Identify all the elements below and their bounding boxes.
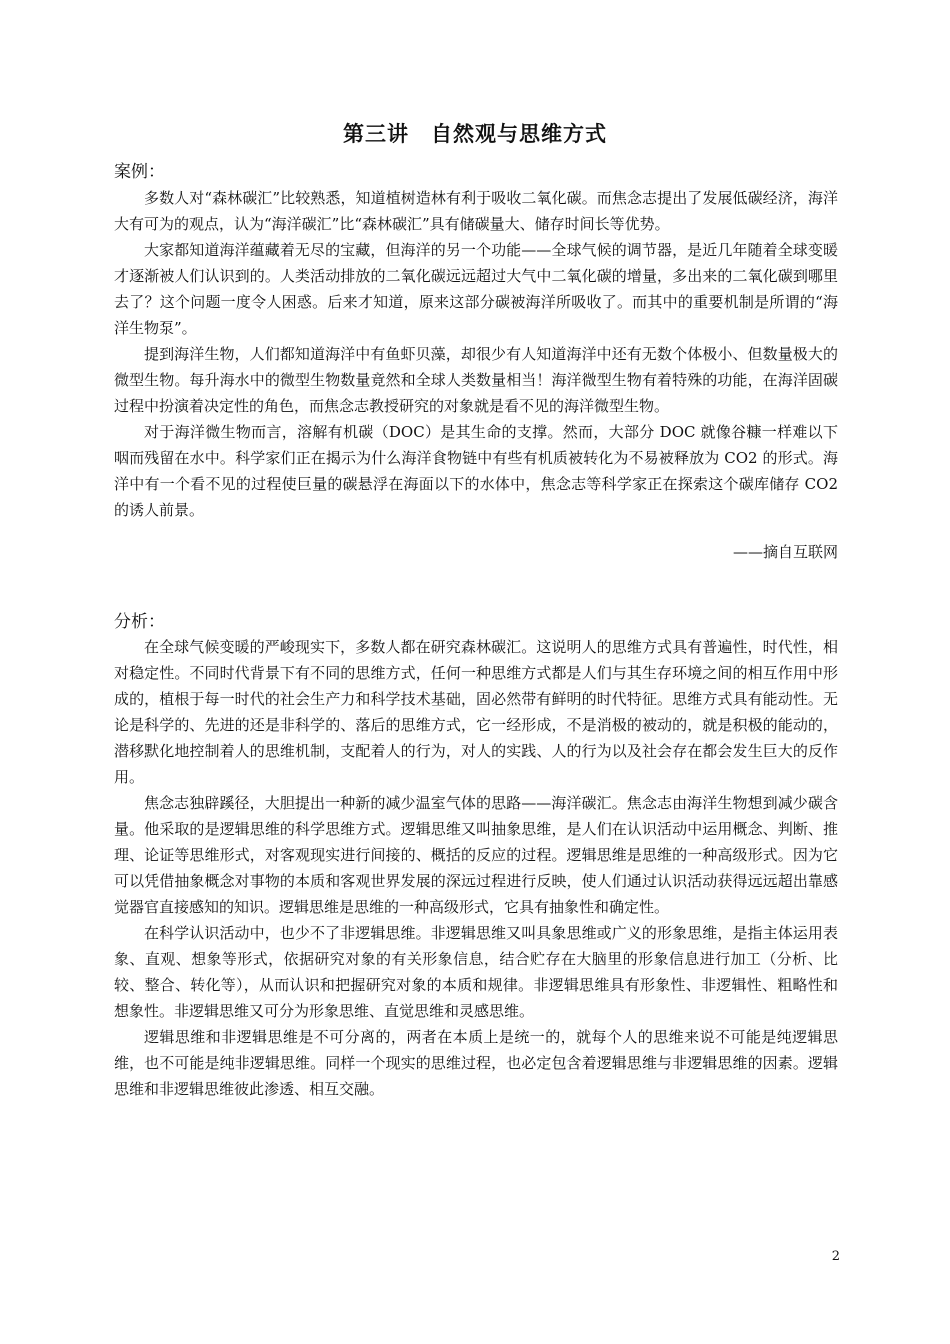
case-source: ——摘自互联网	[732, 543, 838, 561]
case-paragraph: 多数人对“森林碳汇”比较熟悉，知道植树造林有利于吸收二氧化碳。而焦念志提出了发展低碳经济，海洋大有可为的观点，认为“海洋碳汇”比“森林碳汇”具有储碳量大、储存时间长等优势。	[114, 189, 838, 233]
case-paragraph: 大家都知道海洋蕴藏着无尽的宝藏，但海洋的另一个功能——全球气候的调节器，是近几年随着全球变暖才逐渐被人们认识到的。人类活动排放的二氧化碳远远超过大气中二氧化碳的增量，多出来的二氧化碳到哪里去了？这个问题一度令人困惑。后来才知道，原来这部分碳被海洋所吸收了。而其中的重要机制是所谓的“海洋生物泵”。	[114, 241, 838, 337]
case-paragraph: 对于海洋微生物而言，溶解有机碳（DOC）是其生命的支撑。然而，大部分 DOC 就像谷糠一样难以下咽而残留在水中。科学家们正在揭示为什么海洋食物链中有些有机质被转化为不易被释放为 CO2 的形式。海洋中有一个看不见的过程使巨量的碳悬浮在海面以下的水体中，焦念志等科学家正在探索这个碳库储存 CO2 的诱人前景。	[114, 423, 838, 519]
analysis-paragraph: 焦念志独辟蹊径，大胆提出一种新的减少温室气体的思路——海洋碳汇。焦念志由海洋生物想到减少碳含量。他采取的是逻辑思维的科学思维方式。逻辑思维又叫抽象思维，是人们在认识活动中运用概念、判断、推理、论证等思维形式，对客观现实进行间接的、概括的反应的过程。逻辑思维是思维的一种高级形式。因为它可以凭借抽象概念对事物的本质和客观世界发展的深远过程进行反映，使人们通过认识活动获得远远超出靠感觉器官直接感知的知识。逻辑思维是思维的一种高级形式，它具有抽象性和确定性。	[114, 794, 838, 916]
case-heading: 案例：	[114, 162, 165, 182]
analysis-body	[114, 634, 838, 1102]
page-number: 2	[831, 1249, 840, 1264]
case-paragraph: 提到海洋生物，人们都知道海洋中有鱼虾贝藻，却很少有人知道海洋中还有无数个体极小、但数量极大的微型生物。每升海水中的微型生物数量竟然和全球人类数量相当！海洋微型生物有着特殊的功能，在海洋固碳过程中扮演着决定性的角色，而焦念志教授研究的对象就是看不见的海洋微型生物。	[114, 345, 838, 415]
case-body	[114, 185, 838, 523]
analysis-paragraph: 逻辑思维和非逻辑思维是不可分离的，两者在本质上是统一的，就每个人的思维来说不可能是纯逻辑思维，也不可能是纯非逻辑思维。同样一个现实的思维过程，也必定包含着逻辑思维与非逻辑思维的因素。逻辑思维和非逻辑思维彼此渗透、相互交融。	[114, 1028, 838, 1098]
analysis-heading: 分析：	[114, 612, 165, 632]
analysis-paragraph: 在全球气候变暖的严峻现实下，多数人都在研究森林碳汇。这说明人的思维方式具有普遍性，时代性，相对稳定性。不同时代背景下有不同的思维方式，任何一种思维方式都是人们与其生存环境之间的相互作用中形成的，植根于每一时代的社会生产力和科学技术基础，固必然带有鲜明的时代特征。思维方式具有能动性。无论是科学的、先进的还是非科学的、落后的思维方式，它一经形成，不是消极的被动的，就是积极的能动的，潜移默化地控制着人的思维机制，支配着人的行为，对人的实践、人的行为以及社会存在都会发生巨大的反作用。	[114, 638, 838, 786]
page-title: 第三讲 自然观与思维方式	[343, 122, 607, 146]
analysis-paragraph: 在科学认识活动中，也少不了非逻辑思维。非逻辑思维又叫具象思维或广义的形象思维，是指主体运用表象、直观、想象等形式，依据研究对象的有关形象信息，结合贮存在大脑里的形象信息进行加工（分析、比较、整合、转化等），从而认识和把握研究对象的本质和规律。非逻辑思维具有形象性、非逻辑性、粗略性和想象性。非逻辑思维又可分为形象思维、直觉思维和灵感思维。	[114, 924, 838, 1020]
